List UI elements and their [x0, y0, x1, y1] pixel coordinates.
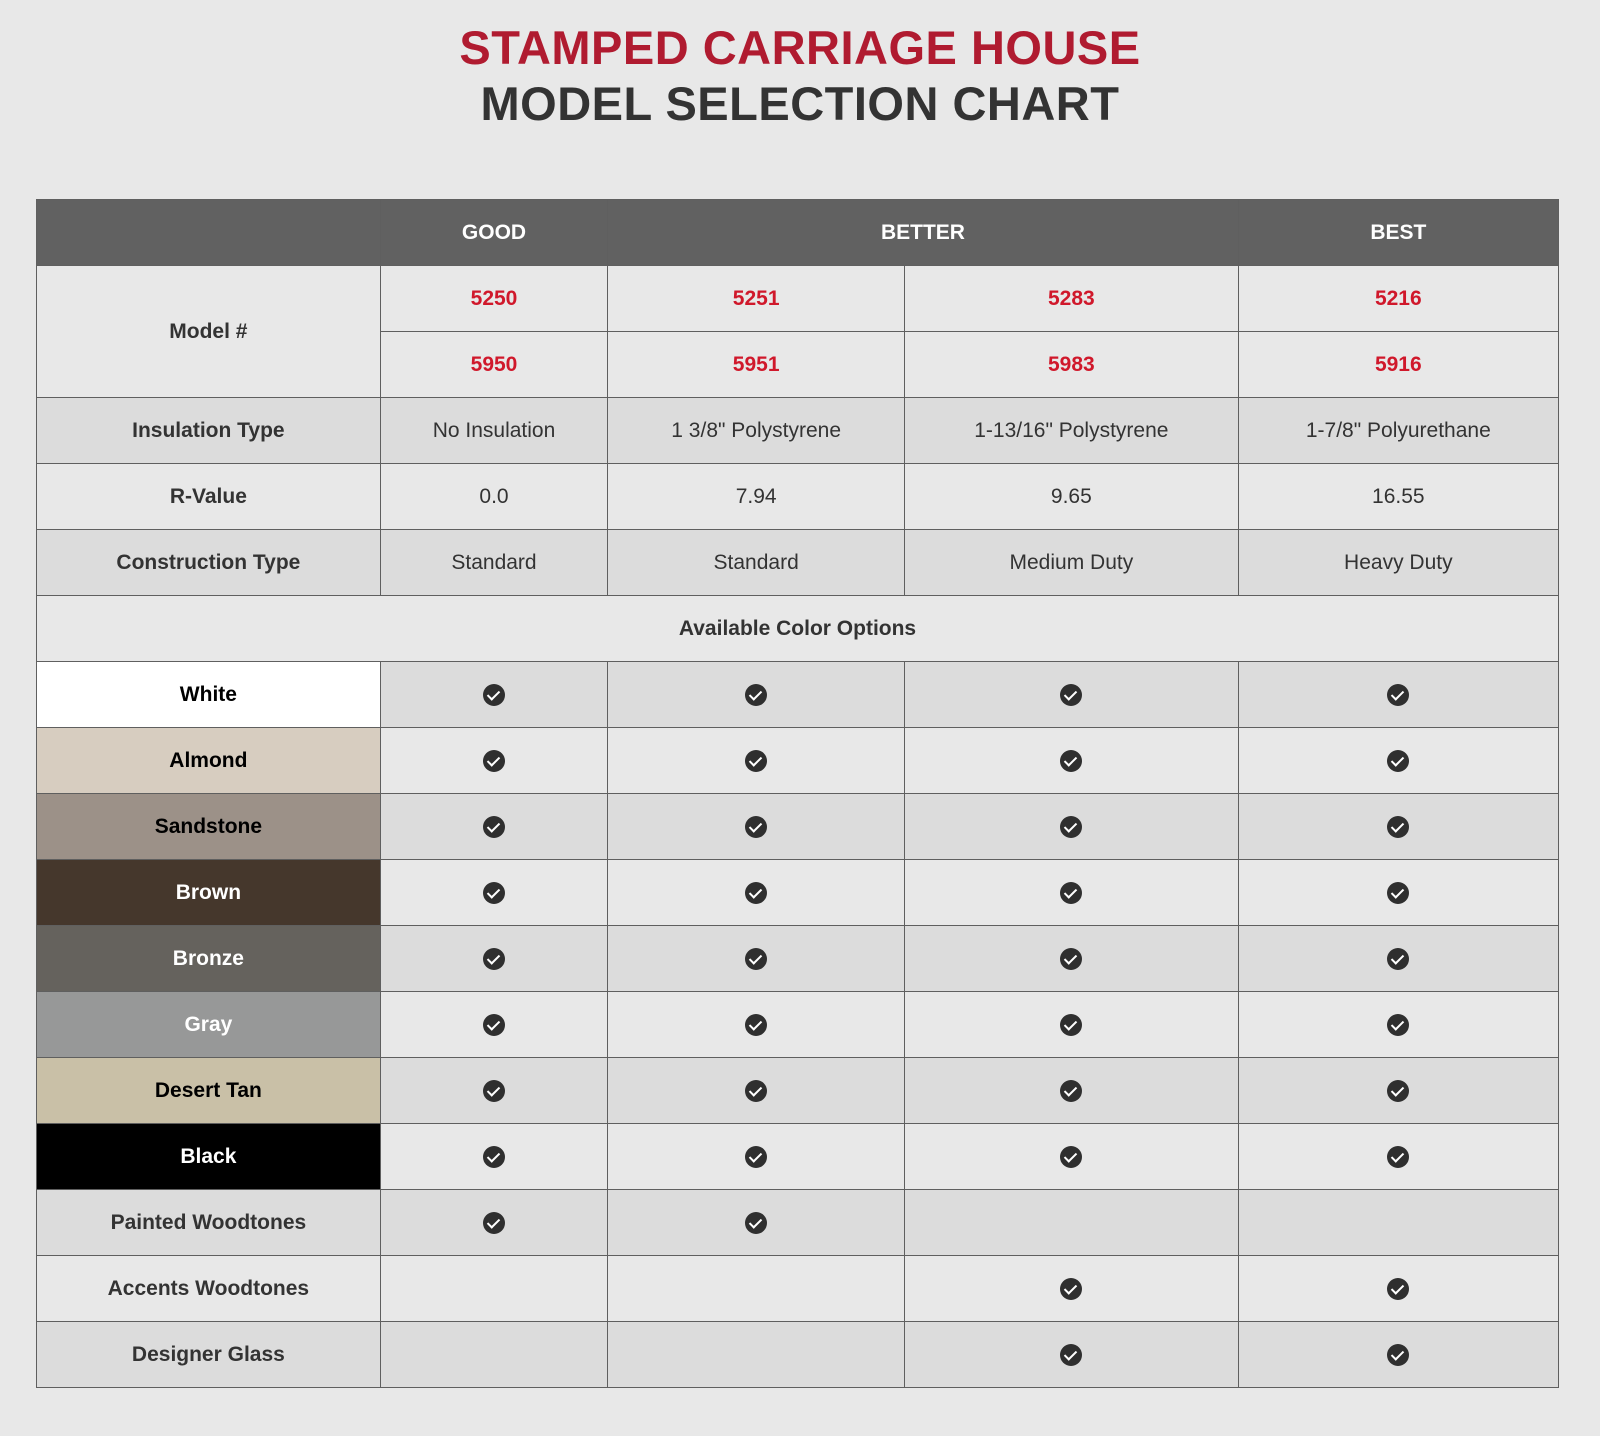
spec-value: Standard	[380, 530, 607, 596]
model-number: 5983	[905, 332, 1239, 398]
check-circle-icon	[745, 1146, 767, 1168]
check-circle-icon	[745, 750, 767, 772]
check-circle-icon	[745, 1014, 767, 1036]
availability-cell	[380, 1256, 607, 1322]
color-row	[37, 860, 1559, 926]
check-circle-icon	[745, 948, 767, 970]
availability-cell	[1238, 1124, 1558, 1190]
check-circle-icon	[1060, 948, 1082, 970]
check-circle-icon	[1387, 1146, 1409, 1168]
color-swatch-label: Black	[37, 1124, 381, 1190]
color-swatch-label: Almond	[37, 728, 381, 794]
check-circle-icon	[1060, 684, 1082, 706]
check-circle-icon	[1387, 948, 1409, 970]
color-row	[37, 794, 1559, 860]
spec-value: 1-13/16" Polystyrene	[905, 398, 1239, 464]
feature-row	[37, 1322, 1559, 1388]
check-circle-icon	[483, 684, 505, 706]
check-circle-icon	[1387, 1278, 1409, 1300]
availability-cell	[380, 1322, 607, 1388]
feature-label: Designer Glass	[37, 1322, 381, 1388]
spec-value: No Insulation	[380, 398, 607, 464]
check-circle-icon	[1060, 816, 1082, 838]
check-circle-icon	[1060, 882, 1082, 904]
availability-cell	[380, 860, 607, 926]
color-swatch-label: Desert Tan	[37, 1058, 381, 1124]
color-row	[37, 992, 1559, 1058]
color-row	[37, 1058, 1559, 1124]
availability-cell	[380, 662, 607, 728]
availability-cell	[905, 1322, 1239, 1388]
feature-row	[37, 1190, 1559, 1256]
availability-cell	[380, 926, 607, 992]
model-number: 5283	[905, 266, 1239, 332]
spec-row	[37, 398, 1559, 464]
availability-cell	[380, 1190, 607, 1256]
tier-good: GOOD	[380, 200, 607, 266]
availability-cell	[905, 662, 1239, 728]
availability-cell	[380, 794, 607, 860]
check-circle-icon	[1060, 1080, 1082, 1102]
check-circle-icon	[1387, 1080, 1409, 1102]
availability-cell	[608, 1058, 905, 1124]
tier-better: BETTER	[608, 200, 1238, 266]
availability-cell	[380, 728, 607, 794]
availability-cell	[608, 662, 905, 728]
availability-cell	[1238, 728, 1558, 794]
check-circle-icon	[483, 1146, 505, 1168]
availability-cell	[905, 1190, 1239, 1256]
check-circle-icon	[745, 684, 767, 706]
spec-value: 7.94	[608, 464, 905, 530]
spec-value: Heavy Duty	[1238, 530, 1558, 596]
availability-cell	[608, 992, 905, 1058]
availability-cell	[608, 860, 905, 926]
availability-cell	[1238, 1322, 1558, 1388]
spec-row	[37, 464, 1559, 530]
model-number: 5250	[380, 266, 607, 332]
availability-cell	[905, 992, 1239, 1058]
feature-label: Painted Woodtones	[37, 1190, 381, 1256]
check-circle-icon	[1060, 1278, 1082, 1300]
check-circle-icon	[1387, 816, 1409, 838]
availability-cell	[1238, 1256, 1558, 1322]
model-label: Model #	[37, 266, 381, 398]
check-circle-icon	[1060, 1146, 1082, 1168]
check-circle-icon	[745, 816, 767, 838]
check-circle-icon	[1060, 1014, 1082, 1036]
check-circle-icon	[745, 882, 767, 904]
check-circle-icon	[1387, 1014, 1409, 1036]
title-line-2: MODEL SELECTION CHART	[480, 77, 1120, 130]
spec-label: Insulation Type	[37, 398, 381, 464]
availability-cell	[905, 1058, 1239, 1124]
check-circle-icon	[1387, 684, 1409, 706]
check-circle-icon	[745, 1080, 767, 1102]
availability-cell	[905, 1256, 1239, 1322]
check-circle-icon	[483, 1014, 505, 1036]
spec-value: 16.55	[1238, 464, 1558, 530]
availability-cell	[1238, 860, 1558, 926]
model-number: 5950	[380, 332, 607, 398]
availability-cell	[1238, 794, 1558, 860]
availability-cell	[608, 728, 905, 794]
spec-value: 1-7/8" Polyurethane	[1238, 398, 1558, 464]
color-row	[37, 728, 1559, 794]
availability-cell	[905, 1124, 1239, 1190]
check-circle-icon	[1387, 1344, 1409, 1366]
color-swatch-label: Brown	[37, 860, 381, 926]
availability-cell	[905, 860, 1239, 926]
availability-cell	[608, 1322, 905, 1388]
check-circle-icon	[483, 882, 505, 904]
availability-cell	[380, 1058, 607, 1124]
tier-header-row	[37, 200, 1559, 266]
model-number: 5951	[608, 332, 905, 398]
availability-cell	[905, 926, 1239, 992]
color-row	[37, 926, 1559, 992]
color-swatch-label: Gray	[37, 992, 381, 1058]
section-label: Available Color Options	[37, 596, 1559, 662]
availability-cell	[905, 728, 1239, 794]
title-line-1: STAMPED CARRIAGE HOUSE	[459, 21, 1141, 74]
feature-row	[37, 1256, 1559, 1322]
availability-cell	[608, 1190, 905, 1256]
feature-label: Accents Woodtones	[37, 1256, 381, 1322]
check-circle-icon	[483, 948, 505, 970]
color-row	[37, 1124, 1559, 1190]
availability-cell	[1238, 992, 1558, 1058]
tier-best: BEST	[1238, 200, 1558, 266]
model-number: 5216	[1238, 266, 1558, 332]
availability-cell	[608, 794, 905, 860]
color-row	[37, 662, 1559, 728]
availability-cell	[608, 1256, 905, 1322]
check-circle-icon	[1387, 750, 1409, 772]
header-corner	[37, 200, 381, 266]
check-circle-icon	[1060, 1344, 1082, 1366]
spec-label: Construction Type	[37, 530, 381, 596]
model-number: 5251	[608, 266, 905, 332]
availability-cell	[608, 1124, 905, 1190]
color-swatch-label: Sandstone	[37, 794, 381, 860]
model-row-1	[37, 266, 1559, 332]
check-circle-icon	[483, 1212, 505, 1234]
spec-value: Standard	[608, 530, 905, 596]
spec-value: 1 3/8" Polystyrene	[608, 398, 905, 464]
color-swatch-label: White	[37, 662, 381, 728]
availability-cell	[1238, 662, 1558, 728]
check-circle-icon	[1060, 750, 1082, 772]
check-circle-icon	[483, 750, 505, 772]
spec-value: Medium Duty	[905, 530, 1239, 596]
page-title	[0, 20, 1600, 132]
availability-cell	[608, 926, 905, 992]
spec-label: R-Value	[37, 464, 381, 530]
section-row	[37, 596, 1559, 662]
spec-value: 0.0	[380, 464, 607, 530]
spec-value: 9.65	[905, 464, 1239, 530]
availability-cell	[380, 992, 607, 1058]
availability-cell	[905, 794, 1239, 860]
availability-cell	[1238, 1058, 1558, 1124]
check-circle-icon	[483, 1080, 505, 1102]
availability-cell	[380, 1124, 607, 1190]
availability-cell	[1238, 926, 1558, 992]
model-number: 5916	[1238, 332, 1558, 398]
check-circle-icon	[745, 1212, 767, 1234]
availability-cell	[1238, 1190, 1558, 1256]
check-circle-icon	[1387, 882, 1409, 904]
spec-row	[37, 530, 1559, 596]
color-swatch-label: Bronze	[37, 926, 381, 992]
check-circle-icon	[483, 816, 505, 838]
model-selection-table	[36, 199, 1559, 1388]
